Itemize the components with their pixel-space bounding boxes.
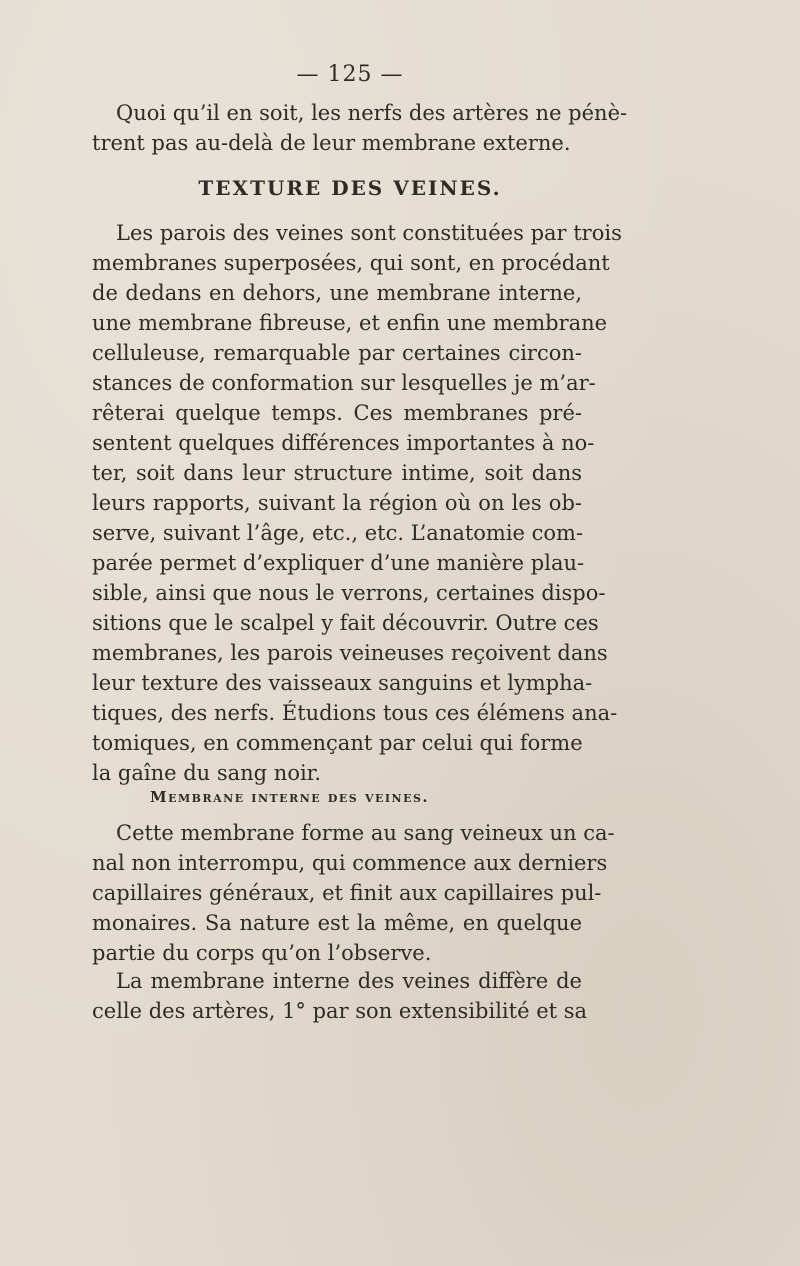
text-line: serve, suivant l’âge, etc., etc. L’anatomie com- bbox=[92, 521, 584, 545]
text-line: Quoi qu’il en soit, les nerfs des artères ne pénè- bbox=[116, 101, 628, 125]
text-line: sitions que le scalpel y fait découvrir. Outre ces bbox=[92, 611, 599, 635]
text-line: capillaires généraux, et finit aux capillaires pul- bbox=[92, 881, 602, 905]
text-line: membranes superposées, qui sont, en procédant bbox=[92, 251, 610, 275]
text-line: nal non interrompu, qui commence aux derniers bbox=[92, 851, 608, 875]
text-line: parée permet d’expliquer d’une manière plau- bbox=[92, 551, 585, 575]
paragraph-3 bbox=[92, 966, 588, 1026]
page-number: — 125 — bbox=[296, 62, 404, 87]
section-title: TEXTURE DES VEINES. bbox=[198, 176, 502, 200]
text-line: tiques, des nerfs. Étudions tous ces élémens ana- bbox=[92, 701, 618, 725]
text-line: leur texture des vaisseaux sanguins et lympha- bbox=[92, 671, 593, 695]
text-line: de dedans en dehors, une membrane interne, bbox=[92, 281, 582, 305]
text-line: partie du corps qu’on l’observe. bbox=[92, 941, 432, 965]
text-line: une membrane fibreuse, et enfin une membrane bbox=[92, 311, 608, 335]
intro-paragraph bbox=[92, 98, 628, 158]
text-line: rêterai quelque temps. Ces membranes pré- bbox=[92, 401, 582, 425]
text-line: sentent quelques différences importantes à no- bbox=[92, 431, 595, 455]
text-line: La membrane interne des veines diffère de bbox=[116, 969, 582, 993]
paragraph-2 bbox=[92, 818, 615, 968]
text-line: tomiques, en commençant par celui qui forme bbox=[92, 731, 583, 755]
text-line: monaires. Sa nature est la même, en quelque bbox=[92, 911, 582, 935]
text-line: Cette membrane forme au sang veineux un ca- bbox=[116, 821, 615, 845]
text-line: Les parois des veines sont constituées par trois bbox=[116, 221, 622, 245]
text-line: la gaîne du sang noir. bbox=[92, 761, 322, 785]
paragraph-1 bbox=[92, 218, 622, 788]
subsection-title: Membrane interne des veines. bbox=[150, 788, 430, 806]
text-line: sible, ainsi que nous le verrons, certaines dispo- bbox=[92, 581, 606, 605]
text-line: celle des artères, 1° par son extensibilité et sa bbox=[92, 999, 588, 1023]
text-line: leurs rapports, suivant la région où on les ob- bbox=[92, 491, 582, 515]
text-line: celluleuse, remarquable par certaines circon- bbox=[92, 341, 582, 365]
text-line: stances de conformation sur lesquelles je m’ar- bbox=[92, 371, 596, 395]
text-line: membranes, les parois veineuses reçoivent dans bbox=[92, 641, 608, 665]
text-line: trent pas au-delà de leur membrane externe. bbox=[92, 131, 571, 155]
text-line: ter, soit dans leur structure intime, soit dans bbox=[92, 461, 582, 485]
